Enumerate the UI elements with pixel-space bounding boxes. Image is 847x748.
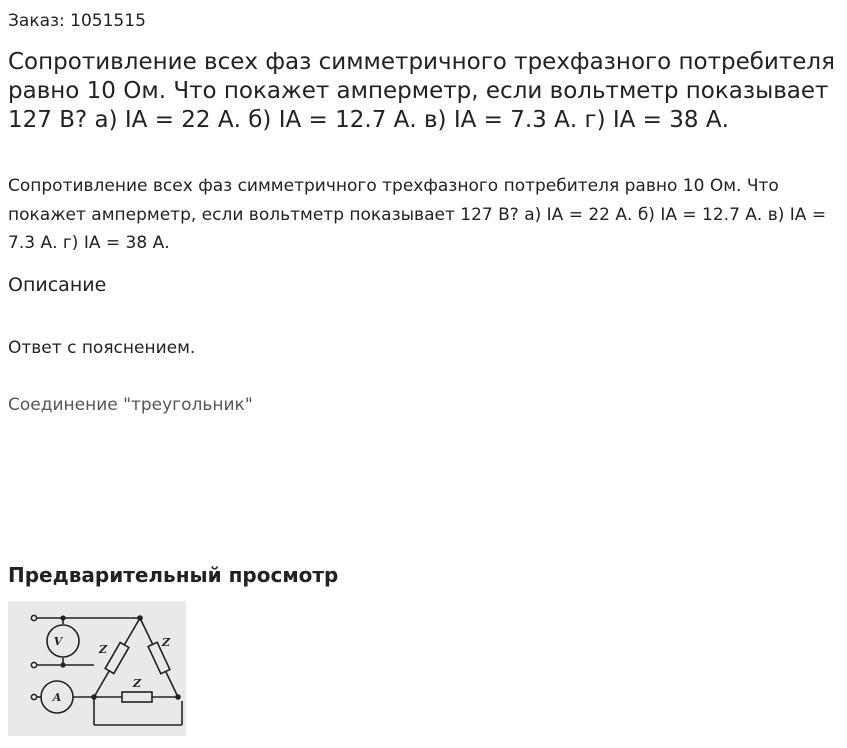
preview-circuit-image[interactable] [8,601,186,736]
problem-description: Сопротивление всех фаз симметричного трехфазного потребителя равно 10 Ом. Что покажет амперметр, если вольтметр показывает 127 В? а) IA = 22 А. б) IA = 12.7 А. в) IA = 7.3 А. г) IA = 38 А. [8,176,827,253]
order-number: Заказ: 1051515 [8,11,146,31]
preview-heading: Предварительный просмотр [8,563,339,587]
terminal-top [31,615,36,620]
junction-dot [61,616,65,620]
terminal-bottom [31,694,36,699]
voltmeter-label: V [53,635,63,648]
resistor-left [105,643,129,674]
connection-caption: Соединение "треугольник" [8,395,253,415]
resistor-bottom [122,692,152,702]
description-heading: Описание [8,274,107,296]
voltmeter-circle [47,625,79,657]
junction-dot [176,695,180,699]
page-title: Сопротивление всех фаз симметричного трехфазного потребителя равно 10 Ом. Что покажет амперметр, если вольтметр показывает 127 В? а) IA = 22 А. б) IA = 12.7 А. в) IA = 7.3 А. г) IA = 38 А. [8,49,835,133]
circuit-diagram [8,601,186,736]
terminal-middle [31,662,36,667]
answer-text: Ответ с пояснением. [8,338,196,358]
ammeter-label: A [52,691,62,704]
junction-dot [61,663,65,667]
junction-dot [138,616,142,620]
resistor-label-left: Z [98,643,108,656]
resistor-label-right: Z [161,636,171,649]
resistor-label-bottom: Z [132,677,142,690]
